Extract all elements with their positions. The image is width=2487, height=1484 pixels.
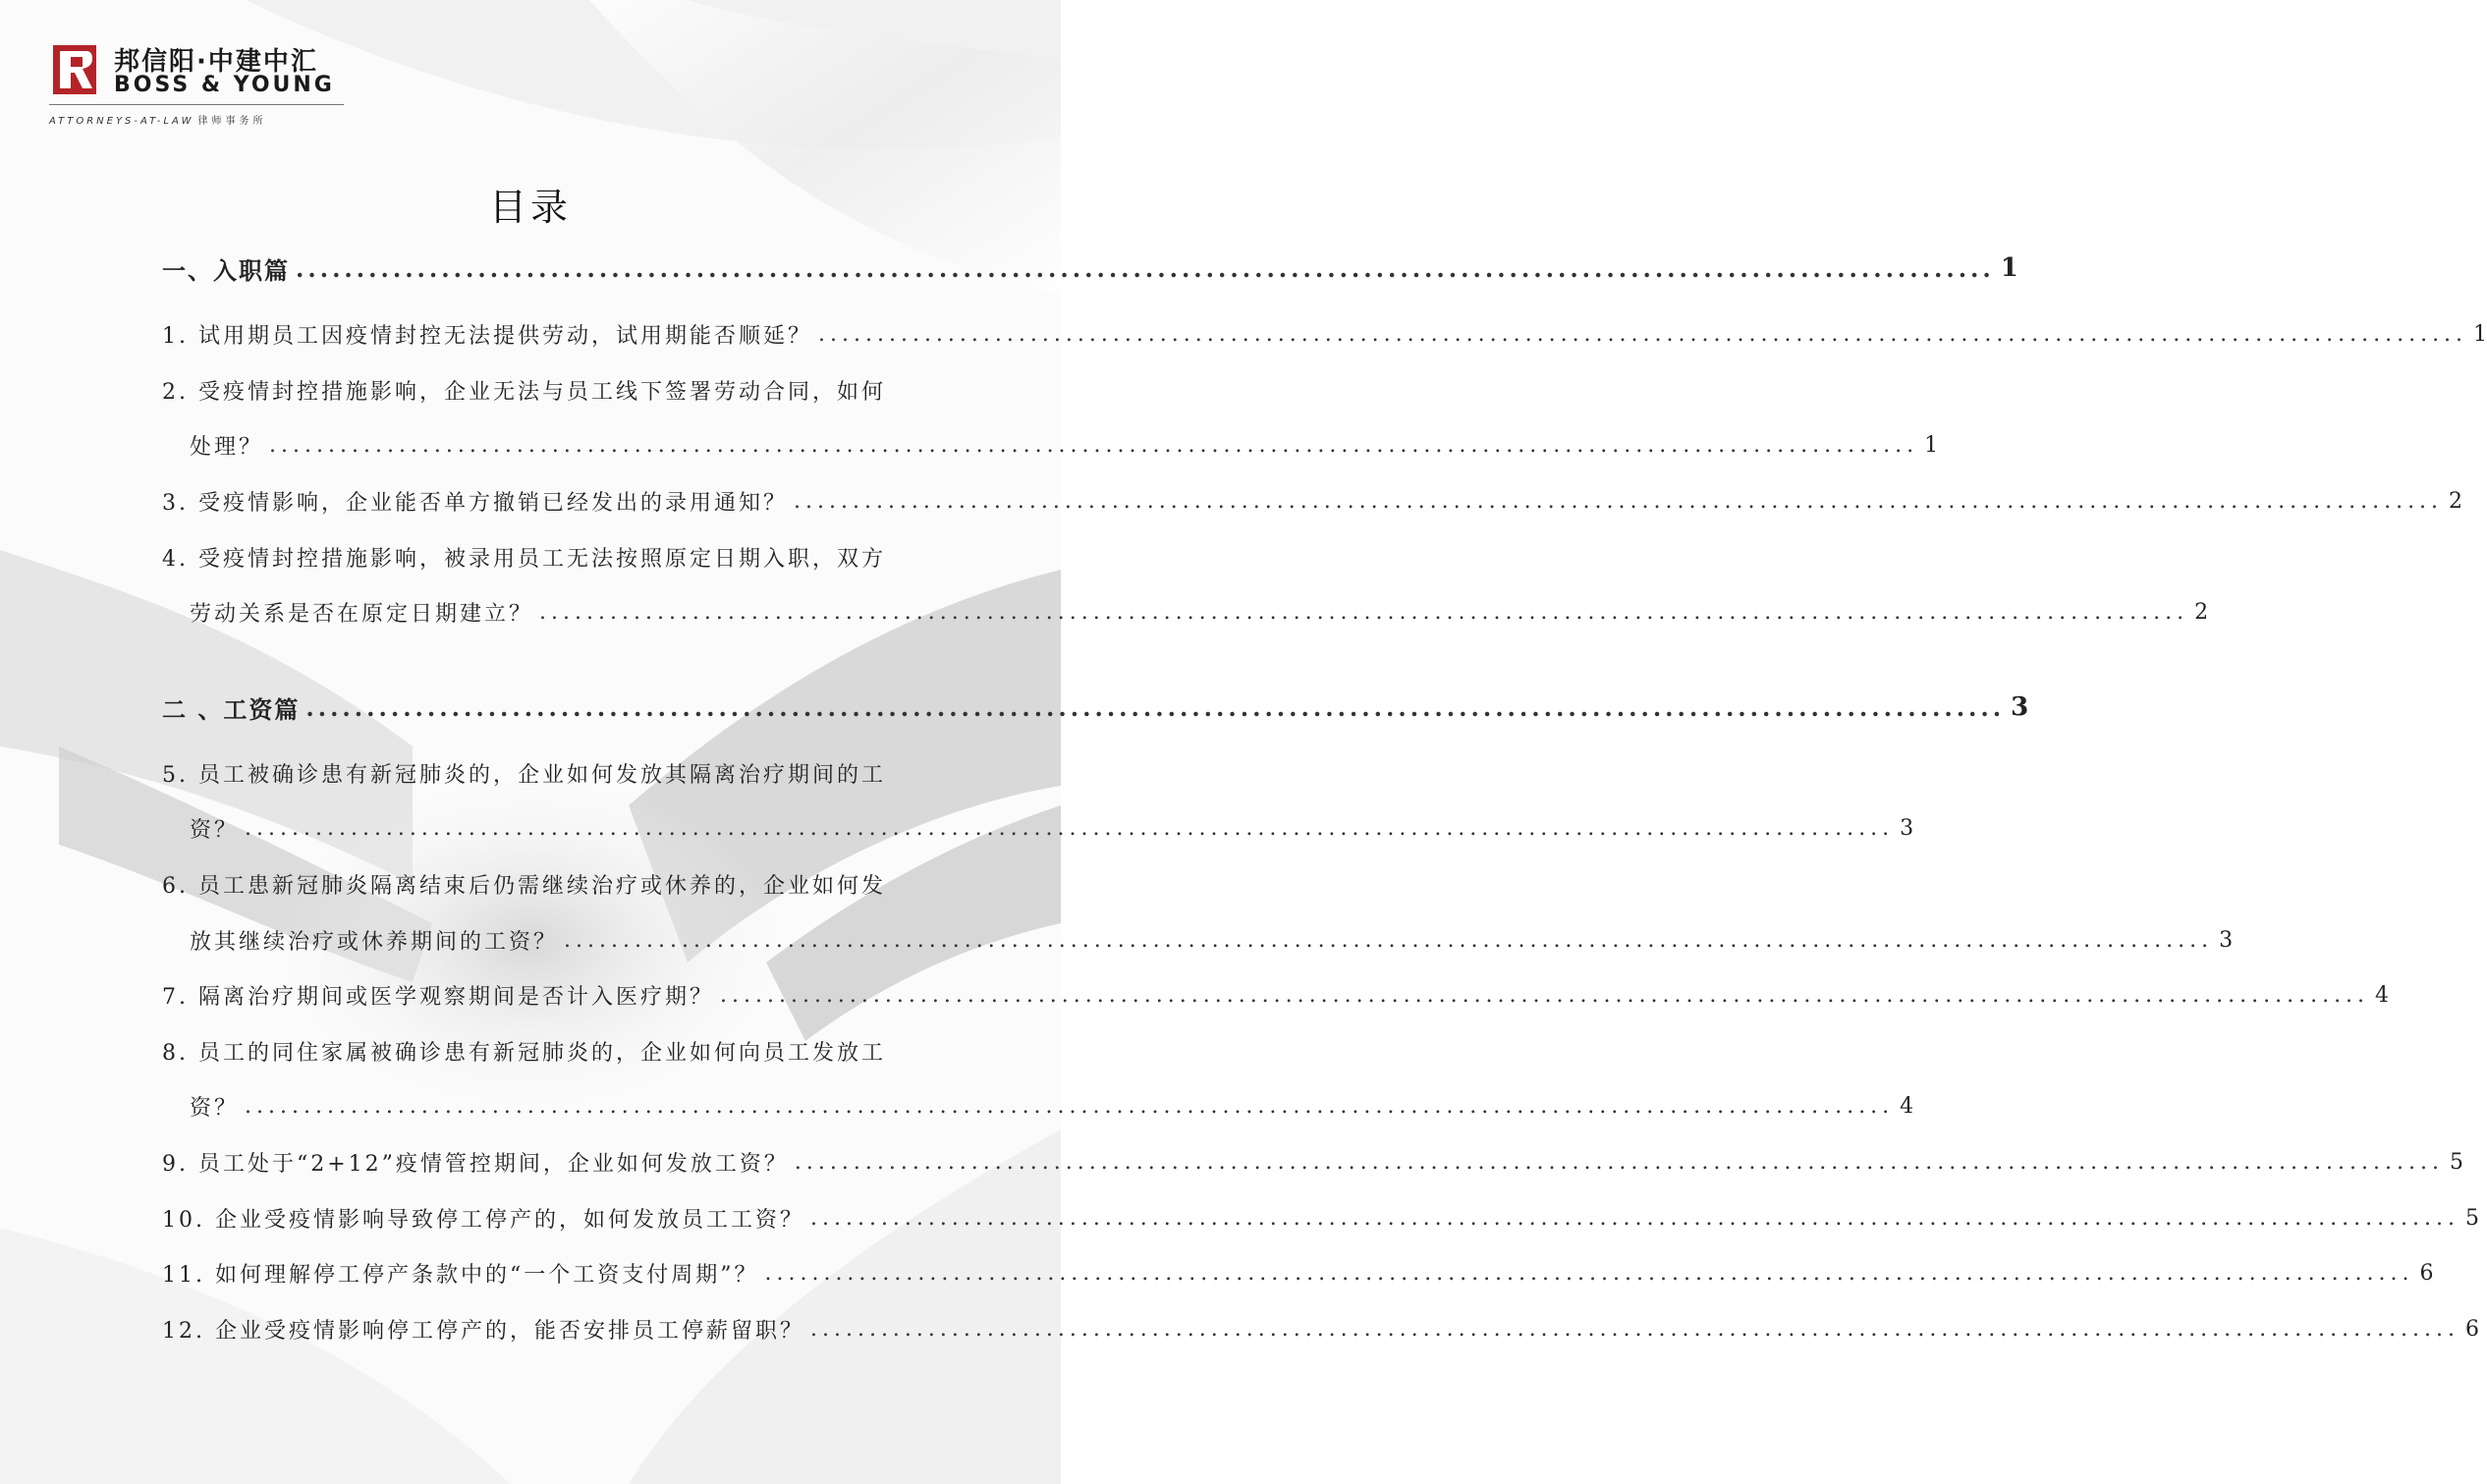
toc-entry-title: 一、入职篇 xyxy=(162,256,290,285)
toc-entry[interactable] xyxy=(162,537,901,577)
toc-section-heading[interactable] xyxy=(162,687,2029,727)
toc-page-number: 4 xyxy=(1900,1093,1914,1119)
toc-page-number: 3 xyxy=(2219,927,2234,953)
toc-entry-title: 4. 受疫情封控措施影响，被录用员工无法按照原定日期入职，双方 xyxy=(162,546,886,572)
toc-entry[interactable] xyxy=(190,425,1939,465)
firm-name-en: BOSS & YOUNG xyxy=(114,73,335,97)
toc-entry[interactable] xyxy=(190,1086,1914,1126)
toc-entry[interactable] xyxy=(162,1031,901,1071)
toc-dot-leader: ............................................................................................................................................ xyxy=(794,488,2444,514)
tagline-cn: 律师事务所 xyxy=(197,116,267,127)
toc-dot-leader: ............................................................................................................................................ xyxy=(809,1205,2460,1231)
toc-entry-title: 3. 受疫情影响，企业能否单方撤销已经发出的录用通知？ xyxy=(162,490,788,516)
toc-dot-leader: ............................................................................................................................................ xyxy=(296,253,1995,283)
toc-entry[interactable] xyxy=(162,975,2390,1015)
toc-page-number: 3 xyxy=(2011,692,2029,722)
toc-entry-title: 7. 隔离治疗期间或医学观察期间是否计入医疗期？ xyxy=(162,984,714,1010)
tagline-en: ATTORNEYS-AT-LAW xyxy=(49,116,194,127)
toc-entry-title: 12. 企业受疫情影响停工停产的，能否安排员工停薪留职？ xyxy=(162,1318,804,1344)
firm-tagline xyxy=(49,112,267,127)
firm-name-cn: 邦信阳·中建中汇 xyxy=(114,47,318,77)
toc-entry-title: 10. 企业受疫情影响导致停工停产的，如何发放员工工资？ xyxy=(162,1207,804,1233)
firm-logo-icon xyxy=(53,45,96,94)
toc-page-number: 6 xyxy=(2465,1316,2480,1342)
toc-entry[interactable] xyxy=(162,864,901,904)
toc-entry-title: 8. 员工的同住家属被确诊患有新冠肺炎的，企业如何向员工发放工 xyxy=(162,1040,886,1066)
toc-entry-title: 资？ xyxy=(190,1095,240,1121)
toc-entry[interactable] xyxy=(162,314,2487,354)
toc-page-number: 2 xyxy=(2449,488,2463,514)
toc-section-heading[interactable] xyxy=(162,248,2018,288)
toc-dot-leader: ............................................................................................................................................ xyxy=(305,692,2006,722)
toc-page-number: 1 xyxy=(1924,432,1939,458)
toc-entry[interactable] xyxy=(162,1309,2480,1348)
toc-page-number: 5 xyxy=(2465,1205,2480,1231)
toc-dot-leader: ............................................................................................................................................ xyxy=(539,599,2189,625)
toc-entry-title: 放其继续治疗或休养期间的工资？ xyxy=(190,929,559,955)
toc-dot-leader: ............................................................................................................................................ xyxy=(269,432,1919,458)
toc-entry[interactable] xyxy=(162,1142,2463,1182)
toc-page-number: 1 xyxy=(2473,321,2487,347)
toc-entry-title: 11. 如何理解停工停产条款中的“一个工资支付周期”？ xyxy=(162,1262,759,1288)
toc-entry-title: 2. 受疫情封控措施影响，企业无法与员工线下签署劳动合同，如何 xyxy=(162,379,886,405)
toc-dot-leader: ............................................................................................................................................ xyxy=(809,1316,2460,1342)
toc-entry-title: 6. 员工患新冠肺炎隔离结束后仍需继续治疗或休养的，企业如何发 xyxy=(162,873,886,899)
toc-dot-leader: ............................................................................................................................................ xyxy=(564,927,2214,953)
toc-page-number: 1 xyxy=(2000,253,2018,283)
toc-entry[interactable] xyxy=(190,920,2234,960)
toc-entry-title: 二 、工资篇 xyxy=(162,695,301,724)
header-divider xyxy=(49,104,344,105)
toc-entry-title: 资？ xyxy=(190,817,240,843)
toc-entry-title: 劳动关系是否在原定日期建立？ xyxy=(190,601,534,627)
toc-dot-leader: ............................................................................................................................................ xyxy=(245,1093,1895,1119)
toc-page-number: 4 xyxy=(2375,982,2390,1008)
toc-entry[interactable] xyxy=(162,1253,2434,1292)
toc-dot-leader: ............................................................................................................................................ xyxy=(794,1149,2444,1175)
toc-dot-leader: ............................................................................................................................................ xyxy=(764,1260,2414,1286)
toc-entry-title: 5. 员工被确诊患有新冠肺炎的，企业如何发放其隔离治疗期间的工 xyxy=(162,762,886,788)
toc-entry-title: 9. 员工处于“2+12”疫情管控期间，企业如何发放工资？ xyxy=(162,1151,789,1177)
toc-entry[interactable] xyxy=(162,753,901,793)
toc-entry[interactable] xyxy=(190,592,2209,632)
firm-header xyxy=(49,39,354,130)
toc-page-number: 2 xyxy=(2194,599,2209,625)
toc-entry[interactable] xyxy=(162,370,901,410)
toc-page-number: 3 xyxy=(1900,815,1914,841)
toc-entry-title: 处理？ xyxy=(190,434,264,460)
toc-entry[interactable] xyxy=(190,808,1914,848)
page-title: 目录 xyxy=(488,186,572,229)
toc-entry-title: 1. 试用期员工因疫情封控无法提供劳动，试用期能否顺延？ xyxy=(162,323,812,349)
toc-dot-leader: ............................................................................................................................................ xyxy=(818,321,2468,347)
toc-dot-leader: ............................................................................................................................................ xyxy=(720,982,2370,1008)
toc-dot-leader: ............................................................................................................................................ xyxy=(245,815,1895,841)
toc-page-number: 6 xyxy=(2419,1260,2434,1286)
toc-page-number: 5 xyxy=(2449,1149,2463,1175)
toc-entry[interactable] xyxy=(162,1198,2480,1237)
toc-entry[interactable] xyxy=(162,481,2463,521)
